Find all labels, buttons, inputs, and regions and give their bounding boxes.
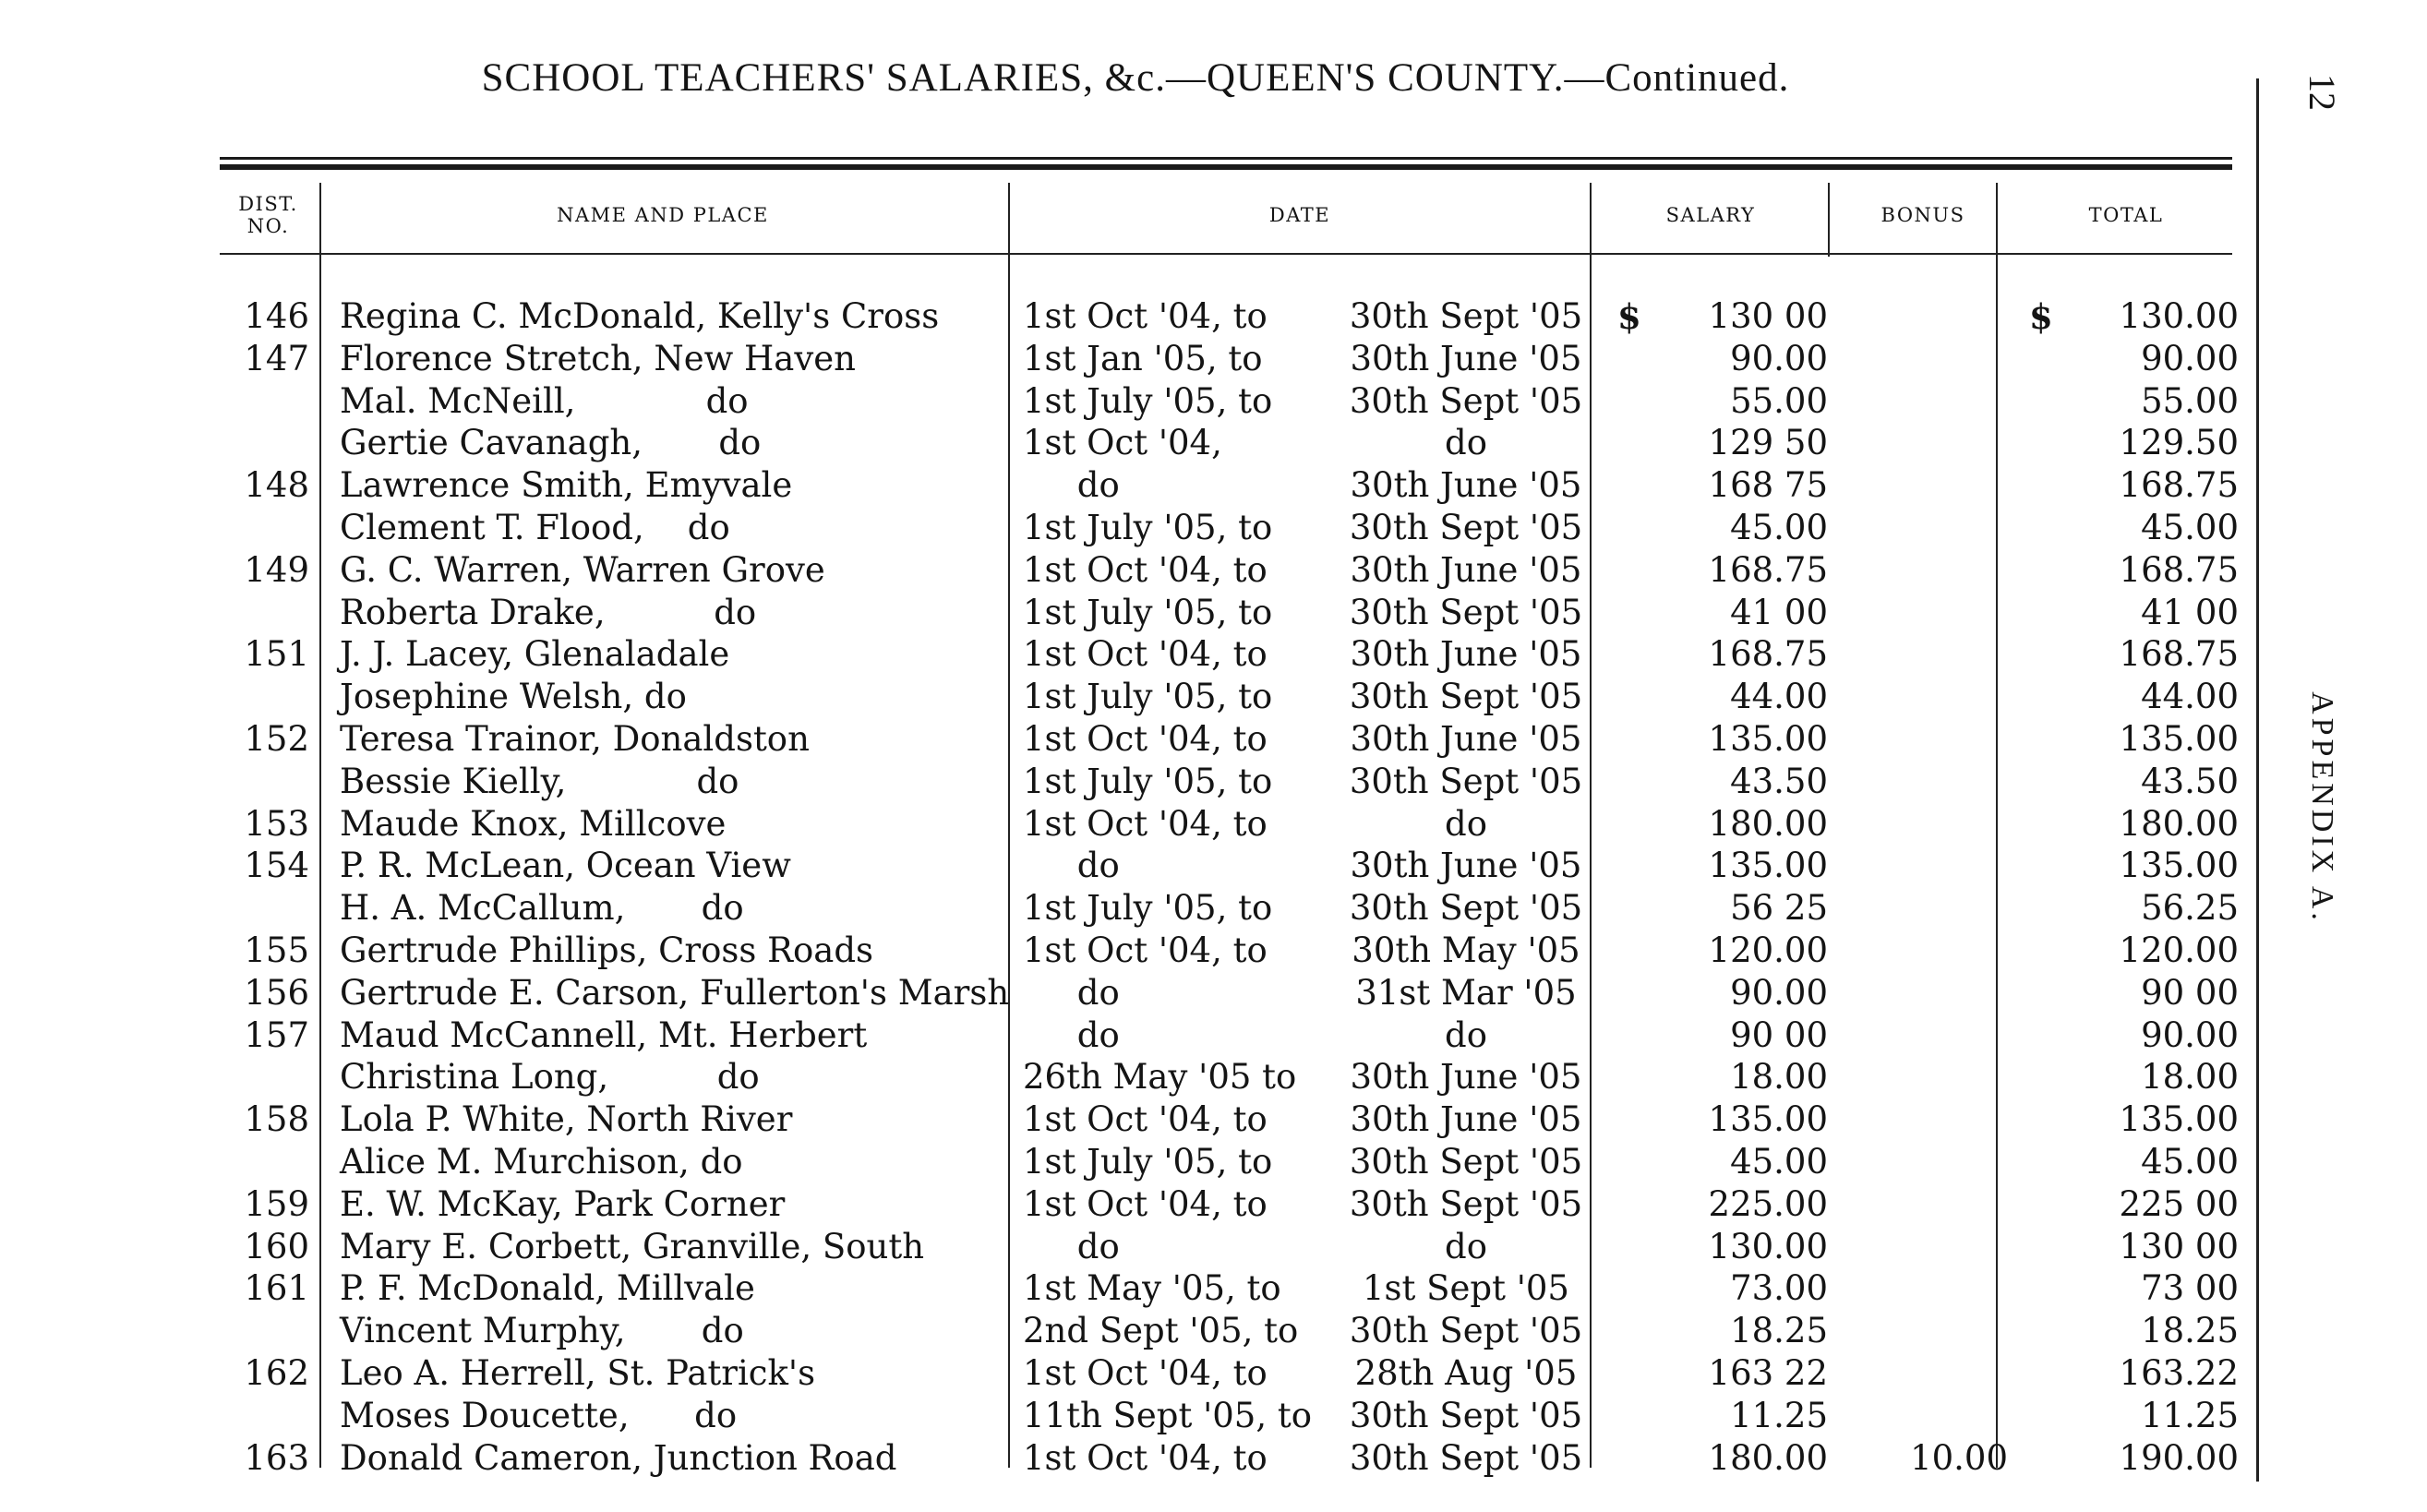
salary-value: 41 00 (1730, 592, 1828, 632)
column-rule (1828, 183, 1830, 257)
table-row (0, 1056, 2253, 1098)
col-header-dist: DIST. NO. (238, 192, 298, 237)
date-from: 1st Oct '04, to (1023, 1099, 1268, 1140)
table-row (0, 1352, 2253, 1395)
total-value: 120.00 (2119, 930, 2239, 970)
teacher-name-place: Alice M. Murchison, do (340, 1142, 743, 1182)
total-value: 135.00 (2119, 846, 2239, 886)
salary-value: 168.75 (1708, 634, 1828, 675)
total-value: 129.50 (2119, 423, 2239, 463)
dist-number: 163 (244, 1437, 309, 1478)
salary-value: 135.00 (1708, 719, 1828, 759)
col-header-date: DATE (1268, 203, 1331, 226)
salary-value: 43.50 (1730, 761, 1828, 801)
header-rule (220, 253, 2232, 255)
col-header-bonus: BONUS (1880, 203, 1965, 226)
bonus-value (1837, 1183, 2008, 1226)
bonus-value (1837, 718, 2008, 761)
teacher-name-place: Mary E. Corbett, Granville, South (340, 1226, 925, 1266)
date-to: 30th June '05 (1350, 634, 1582, 675)
dist-number: 162 (244, 1353, 309, 1393)
teacher-name-place: Gertrude E. Carson, Fullerton's Marsh (340, 972, 1010, 1013)
teacher-name-place: P. R. McLean, Ocean View (340, 846, 791, 886)
date-to: 30th June '05 (1350, 846, 1582, 886)
table-row (0, 295, 2253, 338)
total-value: 90.00 (2141, 338, 2239, 378)
dist-number (222, 887, 309, 930)
total-value: 168.75 (2119, 549, 2239, 590)
teacher-name-place: Clement T. Flood, do (340, 508, 730, 547)
teacher-name-place: Bessie Kielly, do (340, 761, 739, 801)
table-row (0, 592, 2253, 634)
bonus-value (1837, 761, 2008, 803)
date-from: 1st Oct '04, to (1023, 930, 1268, 970)
date-from: 1st Jan '05, to (1023, 338, 1263, 378)
bonus-value (1837, 338, 2008, 380)
total-value: 56.25 (2141, 888, 2239, 929)
table-row (0, 633, 2253, 676)
total-value: 130 00 (2119, 1226, 2239, 1266)
total-value: 135.00 (2119, 1099, 2239, 1140)
bonus-value (1837, 633, 2008, 676)
bonus-value (1837, 422, 2008, 464)
total-value: 18.25 (2141, 1311, 2239, 1351)
page-number: 12 (2301, 74, 2343, 111)
total-value: 73 00 (2141, 1268, 2239, 1309)
date-to: 30th Sept '05 (1349, 508, 1583, 547)
page-title: SCHOOL TEACHERS' SALARIES, &c.—QUEEN'S COUNTY.—Continued. (481, 56, 1790, 100)
dist-number (222, 676, 309, 718)
salary-value: 18.25 (1730, 1311, 1828, 1351)
dist-number (222, 507, 309, 549)
teacher-name-place: Mal. McNeill, do (340, 380, 749, 421)
date-from: 1st Oct '04, to (1023, 1353, 1268, 1393)
date-to: 30th June '05 (1350, 465, 1582, 506)
dist-number (222, 1310, 309, 1352)
salary-value: 90 00 (1730, 1014, 1828, 1055)
date-from: do (1023, 972, 1120, 1013)
table-row (0, 1437, 2253, 1480)
dist-number: 146 (244, 296, 309, 336)
table-row (0, 1226, 2253, 1268)
total-value: 44.00 (2141, 677, 2239, 717)
dist-number: 149 (244, 549, 309, 590)
date-to: 30th Sept '05 (1349, 592, 1583, 632)
total-value: 41 00 (2141, 592, 2239, 632)
bonus-value (1837, 676, 2008, 718)
date-from: 2nd Sept '05, to (1023, 1311, 1299, 1351)
dist-number (222, 422, 309, 464)
date-to: 30th May '05 (1352, 930, 1580, 970)
appendix-label: APPENDIX A. (2305, 691, 2339, 924)
bonus-value (1837, 845, 2008, 887)
teacher-name-place: Donald Cameron, Junction Road (340, 1437, 897, 1478)
total-value: 90.00 (2141, 1014, 2239, 1055)
teacher-name-place: Moses Doucette, do (340, 1395, 738, 1435)
date-to: 30th Sept '05 (1349, 296, 1583, 336)
teacher-name-place: Lola P. White, North River (340, 1099, 793, 1140)
date-to: 30th Sept '05 (1349, 1142, 1583, 1182)
date-from: 1st July '05, to (1023, 888, 1273, 929)
date-from: 1st July '05, to (1023, 592, 1273, 632)
date-to: 28th Aug '05 (1354, 1353, 1578, 1393)
date-to: do (1445, 423, 1487, 463)
salary-value: 168.75 (1708, 549, 1828, 590)
date-to: 30th June '05 (1350, 1057, 1582, 1098)
teacher-name-place: Gertie Cavanagh, do (340, 423, 762, 463)
margin-rule (2256, 78, 2259, 1482)
table-row (0, 549, 2253, 592)
bonus-value (1837, 1014, 2008, 1057)
dist-number: 151 (244, 634, 309, 675)
date-from: 1st Oct '04, to (1023, 719, 1268, 759)
table-row (0, 845, 2253, 887)
total-currency: $ (2029, 296, 2053, 337)
teacher-name-place: Roberta Drake, do (340, 592, 757, 632)
salary-value: 120.00 (1708, 930, 1828, 970)
salary-value: 44.00 (1730, 677, 1828, 717)
top-rule (220, 157, 2232, 160)
date-to: 30th Sept '05 (1349, 677, 1583, 717)
salary-value: 45.00 (1730, 1142, 1828, 1182)
salary-value: 168 75 (1708, 465, 1828, 506)
bonus-value (1837, 972, 2008, 1014)
table-row (0, 1141, 2253, 1183)
date-to: do (1445, 803, 1487, 844)
date-from: 1st July '05, to (1023, 1142, 1273, 1182)
salary-value: 73.00 (1730, 1268, 1828, 1309)
bonus-value (1837, 1056, 2008, 1098)
dist-number (222, 380, 309, 423)
bonus-value (1837, 1098, 2008, 1141)
bonus-value (1837, 507, 2008, 549)
teacher-name-place: G. C. Warren, Warren Grove (340, 549, 825, 590)
bonus-value (1837, 380, 2008, 423)
salary-value: 129 50 (1708, 423, 1828, 463)
date-to: 30th June '05 (1350, 338, 1582, 378)
salary-value: 130.00 (1708, 1226, 1828, 1266)
date-from: 1st July '05, to (1023, 761, 1273, 801)
dist-number (222, 761, 309, 803)
date-from: 1st Oct '04, to (1023, 1183, 1268, 1224)
date-to: 30th Sept '05 (1349, 761, 1583, 801)
date-from: 1st July '05, to (1023, 677, 1273, 717)
table-row (0, 676, 2253, 718)
date-from: do (1023, 1014, 1120, 1055)
dist-number: 160 (244, 1226, 309, 1266)
salary-value: 18.00 (1730, 1057, 1828, 1098)
date-to: 30th Sept '05 (1349, 888, 1583, 929)
teacher-name-place: Christina Long, do (340, 1057, 760, 1098)
date-to: 31st Mar '05 (1355, 972, 1577, 1013)
teacher-name-place: H. A. McCallum, do (340, 888, 744, 929)
date-to: 30th Sept '05 (1349, 1311, 1583, 1351)
bonus-value (1837, 592, 2008, 634)
dist-number: 147 (244, 338, 309, 378)
total-value: 43.50 (2141, 761, 2239, 801)
dist-number: 155 (244, 930, 309, 970)
teacher-name-place: Josephine Welsh, do (340, 677, 687, 717)
bonus-value (1837, 1310, 2008, 1352)
salary-value: 135.00 (1708, 1099, 1828, 1140)
teacher-name-place: Leo A. Herrell, St. Patrick's (340, 1353, 816, 1393)
salary-value: 180.00 (1708, 1437, 1828, 1478)
dist-number: 161 (244, 1268, 309, 1309)
date-to: 30th Sept '05 (1349, 380, 1583, 421)
dist-number (222, 592, 309, 634)
total-value: 45.00 (2141, 1142, 2239, 1182)
date-to: 30th June '05 (1350, 549, 1582, 590)
total-value: 90 00 (2141, 972, 2239, 1013)
total-value: 168.75 (2119, 465, 2239, 506)
salary-value: 11.25 (1730, 1395, 1828, 1435)
teacher-name-place: Gertrude Phillips, Cross Roads (340, 930, 873, 970)
total-value: 168.75 (2119, 634, 2239, 675)
date-from: do (1023, 465, 1120, 506)
col-header-salary: SALARY (1665, 203, 1756, 226)
top-rule-thick (220, 164, 2232, 170)
bonus-value: 10.00 (1910, 1437, 2008, 1478)
table-row (0, 972, 2253, 1014)
bonus-value (1837, 1352, 2008, 1395)
total-value: 135.00 (2119, 719, 2239, 759)
teacher-name-place: Lawrence Smith, Emyvale (340, 465, 793, 506)
teacher-name-place: E. W. McKay, Park Corner (340, 1183, 786, 1224)
table-row (0, 1014, 2253, 1057)
bonus-value (1837, 1395, 2008, 1437)
dist-number: 159 (244, 1183, 309, 1224)
salary-value: 56 25 (1730, 888, 1828, 929)
salary-value: 225.00 (1708, 1183, 1828, 1224)
table-row (0, 761, 2253, 803)
date-from: do (1023, 1226, 1120, 1266)
total-value: 180.00 (2119, 803, 2239, 844)
date-to: 30th June '05 (1350, 1099, 1582, 1140)
date-from: 1st Oct '04, to (1023, 634, 1268, 675)
date-to: 30th Sept '05 (1349, 1183, 1583, 1224)
table-row (0, 803, 2253, 846)
table-row (0, 507, 2253, 549)
salary-value: 130 00 (1708, 296, 1828, 336)
teacher-name-place: Vincent Murphy, do (340, 1311, 744, 1351)
dist-number: 154 (244, 846, 309, 886)
table-row (0, 1267, 2253, 1310)
salary-value: 55.00 (1730, 380, 1828, 421)
bonus-value (1837, 1141, 2008, 1183)
date-to: 30th June '05 (1350, 719, 1582, 759)
dist-number (222, 1056, 309, 1098)
col-header-name: NAME AND PLACE (557, 203, 769, 226)
date-from: 1st Oct '04, to (1023, 1437, 1268, 1478)
teacher-name-place: P. F. McDonald, Millvale (340, 1268, 755, 1309)
table-row (0, 422, 2253, 464)
bonus-value (1837, 295, 2008, 338)
date-from: 11th Sept '05, to (1023, 1395, 1313, 1435)
table-row (0, 1395, 2253, 1437)
dist-number: 148 (244, 465, 309, 506)
total-value: 55.00 (2141, 380, 2239, 421)
col-header-total: TOTAL (2088, 203, 2164, 226)
total-value: 163.22 (2119, 1353, 2239, 1393)
date-to: 30th Sept '05 (1349, 1395, 1583, 1435)
bonus-value (1837, 1226, 2008, 1268)
date-from: 1st May '05, to (1023, 1268, 1281, 1309)
total-value: 190.00 (2119, 1437, 2239, 1478)
bonus-value (1837, 930, 2008, 972)
dist-number: 152 (244, 719, 309, 759)
date-from: 1st Oct '04, to (1023, 296, 1268, 336)
total-value: 45.00 (2141, 508, 2239, 547)
salary-currency: $ (1617, 296, 1641, 337)
table-row (0, 930, 2253, 972)
total-value: 18.00 (2141, 1057, 2239, 1098)
salary-value: 180.00 (1708, 803, 1828, 844)
dist-number: 157 (244, 1014, 309, 1055)
dist-number (222, 1141, 309, 1183)
total-value: 225 00 (2119, 1183, 2239, 1224)
date-from: 26th May '05 to (1023, 1057, 1297, 1098)
bonus-value (1837, 549, 2008, 592)
date-from: 1st July '05, to (1023, 380, 1273, 421)
dist-number: 158 (244, 1099, 309, 1140)
dist-number: 156 (244, 972, 309, 1013)
bonus-value (1837, 887, 2008, 930)
date-to: do (1445, 1226, 1487, 1266)
teacher-name-place: J. J. Lacey, Glenaladale (340, 634, 730, 675)
total-value: 130.00 (2119, 296, 2239, 336)
table-row (0, 464, 2253, 507)
dist-number (222, 1395, 309, 1437)
bonus-value (1837, 1267, 2008, 1310)
table-row (0, 1183, 2253, 1226)
salary-value: 135.00 (1708, 846, 1828, 886)
teacher-name-place: Maud McCannell, Mt. Herbert (340, 1014, 868, 1055)
table-row (0, 887, 2253, 930)
total-value: 11.25 (2141, 1395, 2239, 1435)
salary-value: 90.00 (1730, 338, 1828, 378)
table-row (0, 338, 2253, 380)
teacher-name-place: Teresa Trainor, Donaldston (340, 719, 810, 759)
date-from: 1st Oct '04, (1023, 423, 1222, 463)
table-row (0, 1310, 2253, 1352)
date-to: do (1445, 1014, 1487, 1055)
date-from: 1st Oct '04, to (1023, 549, 1268, 590)
date-from: 1st July '05, to (1023, 508, 1273, 547)
teacher-name-place: Regina C. McDonald, Kelly's Cross (340, 296, 940, 336)
date-from: do (1023, 846, 1120, 886)
table-row (0, 380, 2253, 423)
salary-value: 45.00 (1730, 508, 1828, 547)
table-row (0, 718, 2253, 761)
bonus-value (1837, 464, 2008, 507)
date-from: 1st Oct '04, to (1023, 803, 1268, 844)
dist-number: 153 (244, 803, 309, 844)
table-row (0, 1098, 2253, 1141)
teacher-name-place: Florence Stretch, New Haven (340, 338, 856, 378)
salary-value: 90.00 (1730, 972, 1828, 1013)
date-to: 30th Sept '05 (1349, 1437, 1583, 1478)
teacher-name-place: Maude Knox, Millcove (340, 803, 727, 844)
bonus-value (1837, 803, 2008, 846)
salary-value: 163 22 (1708, 1353, 1828, 1393)
date-to: 1st Sept '05 (1363, 1268, 1569, 1309)
